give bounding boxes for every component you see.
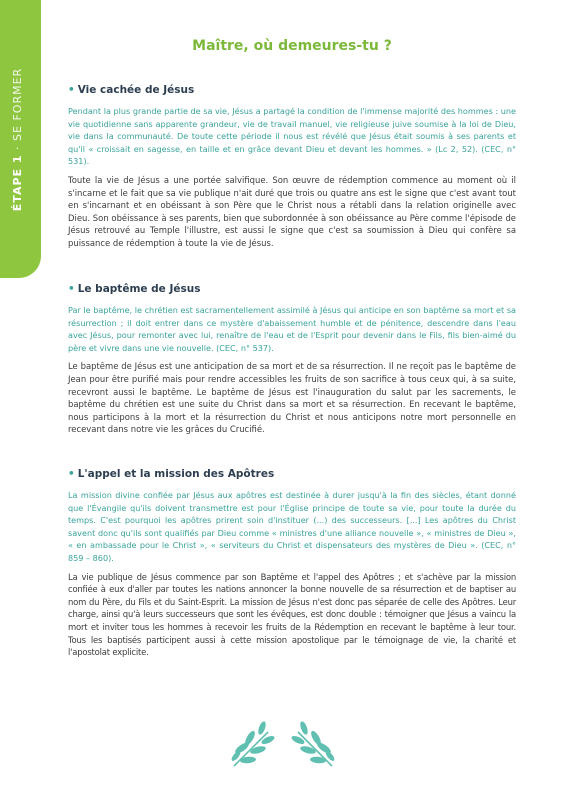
sidebar-label xyxy=(6,0,30,278)
sidebar-tab xyxy=(0,0,41,278)
bullet-icon: • xyxy=(68,283,75,295)
bullet-icon: • xyxy=(68,468,75,480)
bullet-icon: • xyxy=(68,84,75,96)
section-title: Vie cachée de Jésus xyxy=(77,84,195,96)
body-paragraph: Toute la vie de Jésus a une portée salvifique. Son œuvre de rédemption commence au moment où il s'incarne et le fait que sa vie publique n'ait duré que trois ou quatre ans est le signe que c'est avant tout en s'incarnant et en obéissant à son Père que le Christ nous a rétabli dans la relation originelle avec Dieu. Son obéissance à ses parents, bien que subordonnée à son obéissance au Père comme l'épisode de Jésus retrouvé au Temple l'illustre, est aussi le signe que c'est sa soumission à Dieu qui confère sa puissance de rédemption à toute la vie de Jésus. xyxy=(68,174,516,248)
catechism-quote: Pendant la plus grande partie de sa vie, Jésus a partagé la condition de l'immense majorité des hommes : une vie quotidienne sans apparente grandeur, vie de travail manuel, vie religieuse juive soumise à la loi de Dieu, vie dans la communauté. De toute cette période il nous est révélé que Jésus était soumis à ses parents et qu'il « croissait en sagesse, en taille et en grâce devant Dieu et devant les hommes. » (Lc 2, 52). (CEC, n° 531). xyxy=(68,106,516,167)
olive-branches-icon xyxy=(228,720,338,770)
section-title: Le baptême de Jésus xyxy=(77,283,201,295)
page-title: Maître, où demeures-tu ? xyxy=(192,38,392,54)
section-heading xyxy=(68,84,516,96)
catechism-quote: La mission divine confiée par Jésus aux apôtres est destinée à durer jusqu'à la fin des siècles, étant donné que l'Évangile qu'ils doivent transmettre est pour l'Église principe de toute sa vie, pour toute la durée du temps. C'est pourquoi les apôtres prirent soin d'instituer (...) des successeurs. [...] Les apôtres du Christ savent donc qu'ils sont qualifiés par Dieu comme « ministres d'une alliance nouvelle », « ministres de Dieu », « en ambassade pour le Christ », « serviteurs du Christ et dispensateurs des mystères de Dieu ». (CEC, n° 859 – 860). xyxy=(68,490,516,563)
section-bapteme xyxy=(68,283,516,436)
sidebar-section-name: SE FORMER xyxy=(11,67,25,141)
section-title: L'appel et la mission des Apôtres xyxy=(77,468,275,480)
body-paragraph: Le baptême de Jésus est une anticipation de sa mort et de sa résurrection. Il ne reçoit pas le baptême de Jean pour être purifié mais pour rendre accessibles les fruits de son sacrifice à tous ceux qui, à sa suite, recevront aussi le baptême. Le baptême de Jésus est l'inauguration du salut par les sacrements, le baptême du chrétien est une suite du Christ dans sa mort et sa résurrection. En recevant le baptême, nous participons à la mort et la résurrection du Christ et nous anticipons notre mort personnelle en recevant dans notre vie les grâces du Crucifié. xyxy=(68,361,516,435)
body-paragraph: La vie publique de Jésus commence par son Baptême et l'appel des Apôtres ; et s'achève par la mission confiée à eux d'aller par toutes les nations annoncer la bonne nouvelle de sa résurrection et de baptiser au nom du Père, du Fils et du Saint-Esprit. La mission de Jésus n'est donc pas séparée de celle des Apôtres. Leur charge, ainsi qu'à leurs successeurs que sont les évêques, est donc double : témoigner que Jésus a vaincu la mort et inviter tous les hommes à recevoir les fruits de la Rédemption en recevant le baptême à leur tour. Tous les baptisés participent aussi à cette mission apostolique par le témoignage de vie, la charité et l'apostolat explicite. xyxy=(68,571,516,658)
catechism-quote: Par le baptême, le chrétien est sacramentellement assimilé à Jésus qui anticipe en son baptême sa mort et sa résurrection ; il doit entrer dans ce mystère d'abaissement humble et de pénitence, descendre dans l'eau avec Jésus, pour remonter avec lui, renaître de l'eau et de l'Esprit pour devenir dans le Fils, fils bien-aimé du père et vivre dans une vie nouvelle. (CEC, n° 537). xyxy=(68,305,516,353)
sidebar-separator: · xyxy=(11,140,25,154)
section-heading xyxy=(68,468,516,480)
section-vie-cachee xyxy=(68,84,516,250)
section-heading xyxy=(68,283,516,295)
sidebar-step: ÉTAPE 1 xyxy=(11,153,25,211)
section-appel-apotres xyxy=(68,468,516,659)
